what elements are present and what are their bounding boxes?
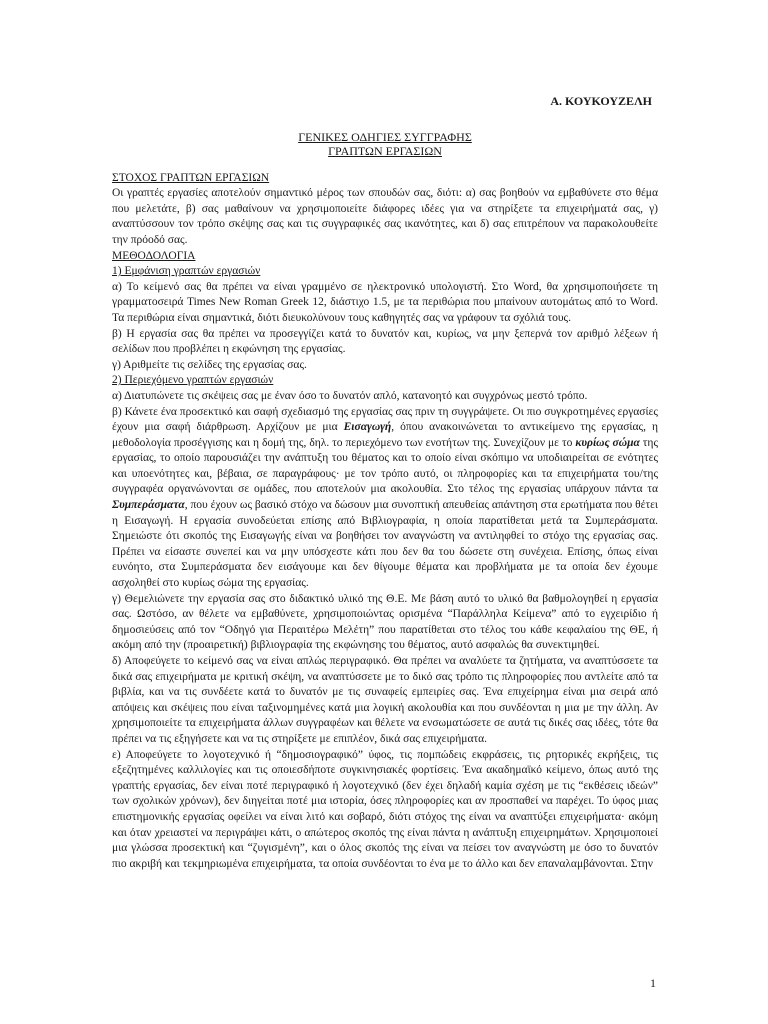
keyword-introduction: Εισαγωγή xyxy=(343,421,392,434)
content-point-b-part-1: β) Κάνετε ένα προσεκτικό και σαφή σχεδιασμό της εργασίας σας πριν τη συγγράψετε. Οι πιο συγκροτημένες εργασίες έχουν μια σαφή διάρθρωση. Αρχίζουν με μια xyxy=(112,405,658,434)
appearance-point-a: α) Το κείμενό σας θα πρέπει να είναι γραμμένο σε ηλεκτρονικό υπολογιστή. Στο Word, θα χρησιμοποιήσετε τη γραμματοσειρά Times New Roman Greek 12, διάστιχο 1.5, με τα περιθώρια που μπαίνουν αυτομάτως από το Word. Τα περιθώρια είναι σημαντικά, διότι διευκολύνουν τους καθηγητές σας να γράφουν τα σχόλιά τους. xyxy=(112,280,658,324)
keyword-conclusions: Συμπεράσματα xyxy=(112,499,185,512)
title-line-1: ΓΕΝΙΚΕΣ ΟΔΗΓΙΕΣ ΣΥΓΓΡΑΦΗΣ xyxy=(298,129,472,144)
content-point-b-part-4: , που έχουν ως βασικό στόχο να δώσουν μια συνοπτική απευθείας απάντηση στα ερωτήματα που θέτει η Εισαγωγή. Η εργασία συνοδεύεται επίσης από Βιβλιογραφία, η οποία παρατίθεται μετά τα Συμπεράσματα. Σημειώστε ότι σκοπός της Εισαγωγής είναι να βοηθήσει τον αναγνώστη να αντιληφθεί το στόχο της εργασίας σας. Πρέπει να είσαστε συνεπεί και να μην υπόσχεστε κάτι που δεν θα του δώσετε στη συνέχεια. Επίσης, όπως είναι ευνόητο, στα Συμπεράσματα δεν εισάγουμε και δεν θίγουμε θέματα και προβλήματα με τα οποία δεν έχουμε ασχοληθεί στο κυρίως σώμα της εργασίας. xyxy=(112,499,658,590)
content-point-e: ε) Αποφεύγετε το λογοτεχνικό ή “δημοσιογραφικό” ύφος, τις πομπώδεις εκφράσεις, τις ρητορικές εκρήξεις, τις εξεζητημένες καλλιλογίες και τις οποιεσδήποτε συγκινησιακές φορτίσεις. Ένα ακαδημαϊκό κείμενο, όπως αυτό της γραπτής εργασίας, δεν είναι ποτέ περιγραφικό ή λογοτεχνικό (δεν έχει δηλαδή καμία σχέση με τις “εκθέσεις ιδεών” των σχολικών χρόνων), δεν διηγείται ποτέ μια ιστορία, όσες πληροφορίες και αν προσπαθεί να παρέχει. Το ύφος μιας επιστημονικής εργασίας οφείλει να είναι λιτό και σοβαρό, διότι στόχος της είναι να αναπτύξει επιχειρήματα· ακόμη και όταν χρειαστεί να περιγράψει κάτι, ο απώτερος σκοπός της είναι πάντα η ανάπτυξη επιχειρημάτων. Χρησιμοποιεί μια γλώσσα προσεκτική και “ζυγισμένη”, και ο όλος σκοπός της είναι να πείσει τον αναγνώστη με όσο το δυνατόν πιο ακριβή και τεκμηριωμένα επιχειρήματα, τα οποία συνδέονται το ένα με το άλλο και δεν επαναλαμβάνονται. Στην xyxy=(112,748,658,870)
content-point-b xyxy=(112,405,658,592)
author-name: Α. ΚΟΥΚΟΥΖΕΛΗ xyxy=(550,94,652,108)
section-goal xyxy=(112,171,658,249)
appearance-point-b: β) Η εργασία σας θα πρέπει να προσεγγίζει κατά το δυνατόν και, κυρίως, να μην ξεπερνά τον αριθμό λέξεων ή σελίδων που προβλέπει η εκφώνηση της εργασίας. xyxy=(112,327,658,356)
section-goal-heading: ΣΤΟΧΟΣ ΓΡΑΠΤΩΝ ΕΡΓΑΣΙΩΝ xyxy=(112,171,270,184)
document-title xyxy=(112,130,658,159)
section-method xyxy=(112,249,658,873)
subsection-content-heading: 2) Περιεχόμενο γραπτών εργασιών xyxy=(112,374,274,387)
title-line-2: ΓΡΑΠΤΩΝ ΕΡΓΑΣΙΩΝ xyxy=(328,144,442,159)
content-point-a: α) Διατυπώνετε τις σκέψεις σας με έναν όσο το δυνατόν απλό, κατανοητό και συγχρόνως μεστό τρόπο. xyxy=(112,389,588,402)
content-point-c: γ) Θεμελιώνετε την εργασία σας στο διδακτικό υλικό της Θ.Ε. Με βάση αυτό το υλικό θα βαθμολογηθεί η εργασία σας. Ωστόσο, αν θέλετε να εμβαθύνετε, χρησιμοποιώντας ορισμένα “Παράλληλα Κείμενα” από το εγχειρίδιο ή δημοσιεύσεις από τον “Οδηγό για Περαιτέρω Μελέτη” που παρατίθεται στο τέλος του κάθε κεφαλαίου της ΘΕ, ή ακόμη από την (προαιρετική) βιβλιογραφία της εκφώνησης του θέματος, αυτό ασφαλώς θα συνεκτιμηθεί. xyxy=(112,592,658,652)
section-method-heading: ΜΕΘΟΔΟΛΟΓΙΑ xyxy=(112,249,196,262)
subsection-appearance-heading: 1) Εμφάνιση γραπτών εργασιών xyxy=(112,265,261,278)
page-number: 1 xyxy=(650,976,656,991)
content-point-b-part-3: της εργασίας, το οποίο παρουσιάζει την ανάπτυξη του θέματος και το οποίο είναι σκόπιμο να υποδιαιρείται σε ενότητες και υποενότητες και, βέβαια, σε παραγράφους· με τον τρόπο αυτό, οι πληροφορίες και τα επιχειρήματα του/της συγγραφέα οργανώνονται σε ομάδες, που αποτελούν μια ακολουθία. Στο τέλος της εργασίας υπάρχουν πάντα τα xyxy=(112,436,658,496)
appearance-point-c: γ) Αριθμείτε τις σελίδες της εργασίας σας. xyxy=(112,358,307,371)
content-point-d: δ) Αποφεύγετε το κείμενό σας να είναι απλώς περιγραφικό. Θα πρέπει να αναλύετε τα ζητήματα, να αναπτύσσετε τα δικά σας επιχειρήματα με κριτική σκέψη, να αναπτύσσετε με το δικό σας τρόπο τις πληροφορίες που αντλείτε από τα βιβλία, και να τις συνδέετε κατά το δυνατόν με τις συναφείς εμπειρίες σας. Ένα επιχείρημα είναι μια σειρά από απόψεις και σκέψεις που είναι ταξινομημένες κατά μια λογική ακολουθία και που συνδέονται η μια με την άλλη. Αν χρησιμοποιείτε τα επιχειρήματα άλλων συγγραφέων και θέλετε να ενσωματώσετε σε αυτά τις δικές σας ιδέες, τότε θα πρέπει να τις εξηγήσετε και να τις στηρίξετε με επιπλέον, δικά σας επιχειρήματα. xyxy=(112,655,658,745)
content-point-b-part-2: , όπου ανακοινώνεται το αντικείμενο της εργασίας, η μεθοδολογία προσέγγισης και η δομή της, δηλ. το περιεχόμενο των ενοτήτων της. Συνεχίζουν με το xyxy=(112,421,658,449)
section-goal-text: Οι γραπτές εργασίες αποτελούν σημαντικό μέρος των σπουδών σας, διότι: α) σας βοηθούν να εμβαθύνετε στο θέμα που μελετάτε, β) σας μαθαίνουν να χρησιμοποιείτε διάφορες ιδέες για να στηρίξετε τα επιχειρήματά σας, γ) αναπτύσσουν τον τρόπο σκέψης σας και τις συγγραφικές σας ικανότητες, και δ) σας επιτρέπουν να παρακολουθείτε την πρόοδό σας. xyxy=(112,187,658,246)
keyword-main-body: κυρίως σώμα xyxy=(575,436,640,449)
